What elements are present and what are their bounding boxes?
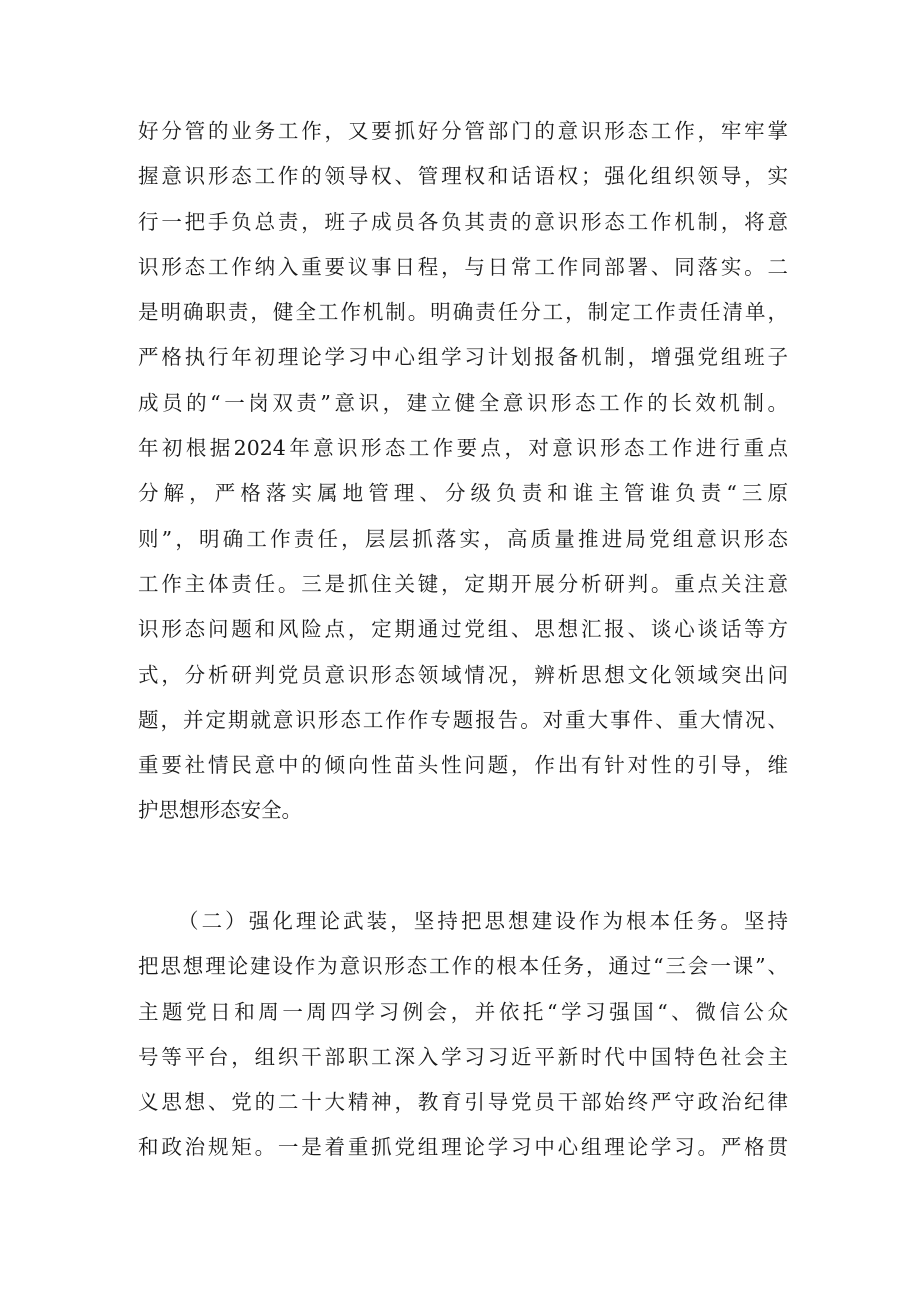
text-line: 行一把手负总责，班子成员各负其责的意识形态工作机制，将意 xyxy=(138,209,788,234)
text-line: 则”，明确工作责任，层层抓落实，高质量推进局党组意识形态 xyxy=(138,526,788,551)
text-line: 识形态工作纳入重要议事日程，与日常工作同部署、同落实。二 xyxy=(138,254,788,279)
section-heading-line: （二）强化理论武装，坚持把思想建设作为根本任务。坚持 xyxy=(178,909,788,933)
text-line: 和政治规矩。一是着重抓党组理论学习中心组理论学习。严格贯 xyxy=(138,1135,788,1160)
paragraph-ideology-responsibility xyxy=(138,109,788,834)
text-line: 式，分析研判党员意识形态领域情况，辨析思想文化领域突出问 xyxy=(138,662,788,687)
text-line: 是明确职责，健全工作机制。明确责任分工，制定工作责任清单， xyxy=(138,300,788,325)
text-line: 年初根据2024年意识形态工作要点，对意识形态工作进行重点 xyxy=(138,436,788,461)
text-line: 重要社情民意中的倾向性苗头性问题，作出有针对性的引导，维 xyxy=(138,753,788,778)
text-line: 护思想形态安全。 xyxy=(138,798,302,823)
text-line: 握意识形态工作的领导权、管理权和话语权；强化组织领导，实 xyxy=(138,164,788,189)
text-line: 成员的“一岗双责”意识，建立健全意识形态工作的长效机制。 xyxy=(138,390,788,415)
text-line: 主题党日和周一周四学习例会，并依托“学习强国“、微信公众 xyxy=(138,999,788,1024)
text-line: 义思想、党的二十大精神，教育引导党员干部始终严守政治纪律 xyxy=(138,1090,788,1115)
text-line: 把思想理论建设作为意识形态工作的根本任务，通过“三会一课”、 xyxy=(138,954,788,979)
text-line: 严格执行年初理论学习中心组学习计划报备机制，增强党组班子 xyxy=(138,345,788,370)
text-line: 分解，严格落实属地管理、分级负责和谁主管谁负责“三原 xyxy=(138,481,788,506)
text-line: 工作主体责任。三是抓住关键，定期开展分析研判。重点关注意 xyxy=(138,571,788,596)
paragraph-theory-armament xyxy=(138,899,788,1171)
text-line: 好分管的业务工作，又要抓好分管部门的意识形态工作，牢牢掌 xyxy=(138,119,788,143)
text-line: 题，并定期就意识形态工作作专题报告。对重大事件、重大情况、 xyxy=(138,707,788,732)
text-line: 号等平台，组织干部职工深入学习习近平新时代中国特色社会主 xyxy=(138,1044,788,1069)
text-line: 识形态问题和风险点，定期通过党组、思想汇报、谈心谈话等方 xyxy=(138,617,788,642)
